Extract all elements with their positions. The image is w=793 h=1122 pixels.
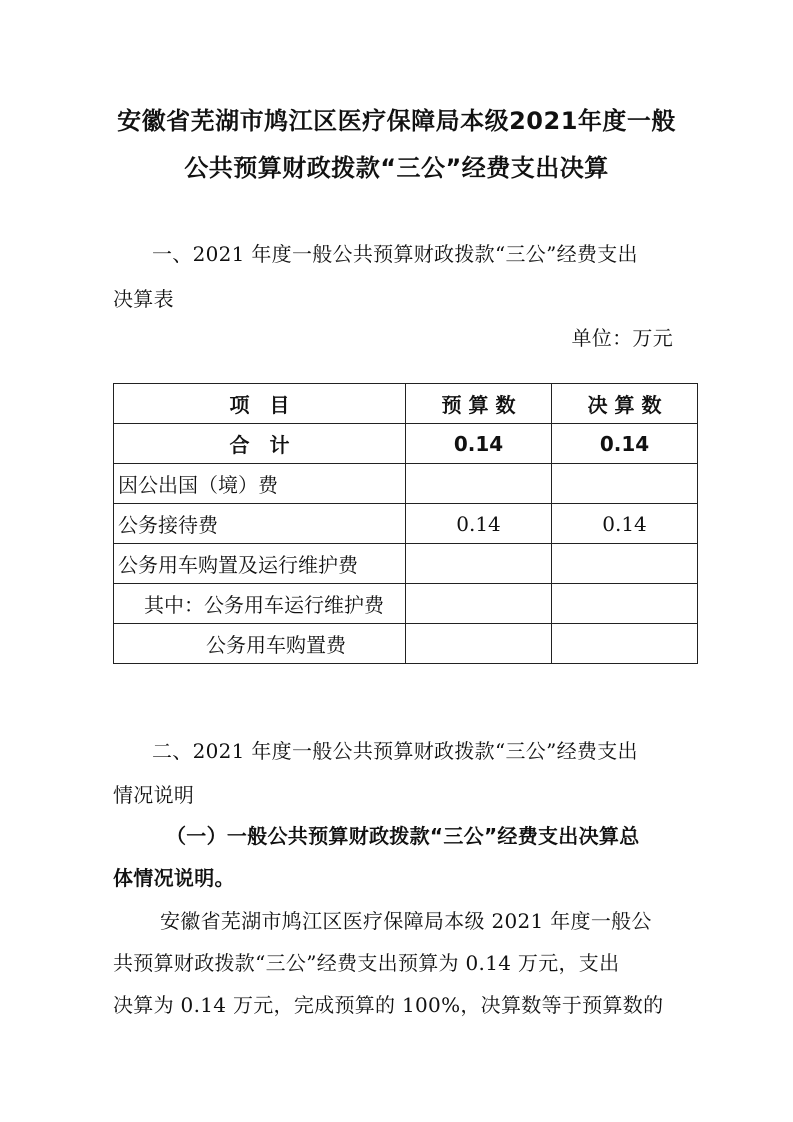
table-row-total [114, 424, 698, 464]
paragraph-line-2: 共预算财政拨款“三公”经费支出预算为 0.14 万元，支出 [113, 951, 620, 975]
row-budget [406, 464, 552, 504]
header-actual: 决 算 数 [552, 384, 698, 424]
row-budget [406, 624, 552, 664]
row-actual [552, 544, 698, 584]
row-label: 合 计 [114, 424, 406, 464]
row-budget: 0.14 [406, 504, 552, 544]
subsection-1-heading-line-2: 体情况说明。 [113, 866, 235, 890]
header-item: 项 目 [114, 384, 406, 424]
row-label: 其中：公务用车运行维护费 [114, 584, 406, 624]
table-row [114, 584, 698, 624]
row-actual [552, 624, 698, 664]
row-label: 公务用车购置费 [114, 624, 406, 664]
table-row [114, 504, 698, 544]
paragraph-line-3: 决算为 0.14 万元，完成预算的 100%，决算数等于预算数的 [113, 993, 664, 1017]
row-label: 公务用车购置及运行维护费 [114, 544, 406, 584]
table-row [114, 624, 698, 664]
row-budget [406, 584, 552, 624]
unit-label: 单位：万元 [571, 326, 673, 350]
row-label: 公务接待费 [114, 504, 406, 544]
table-header-row [114, 384, 698, 424]
document-title-line-2: 公共预算财政拨款“三公”经费支出决算 [184, 154, 609, 182]
subsection-1-heading-line-1: （一）一般公共预算财政拨款“三公”经费支出决算总 [166, 824, 640, 848]
table-row [114, 464, 698, 504]
row-budget: 0.14 [406, 424, 552, 464]
row-label: 因公出国（境）费 [114, 464, 406, 504]
paragraph-line-1: 安徽省芜湖市鸠江区医疗保障局本级 2021 年度一般公 [160, 909, 652, 933]
document-title-line-1: 安徽省芜湖市鸠江区医疗保障局本级2021年度一般 [117, 107, 676, 135]
section-2-heading-line-2: 情况说明 [113, 783, 195, 807]
three-public-expenses-table [113, 383, 698, 664]
row-actual: 0.14 [552, 424, 698, 464]
row-actual [552, 464, 698, 504]
row-actual [552, 584, 698, 624]
section-1-heading-line-2: 决算表 [113, 287, 174, 311]
table-row [114, 544, 698, 584]
section-2-heading-line-1: 二、2021 年度一般公共预算财政拨款“三公”经费支出 [152, 739, 638, 763]
row-budget [406, 544, 552, 584]
section-1-heading-line-1: 一、2021 年度一般公共预算财政拨款“三公”经费支出 [152, 242, 638, 266]
row-actual: 0.14 [552, 504, 698, 544]
header-budget: 预 算 数 [406, 384, 552, 424]
